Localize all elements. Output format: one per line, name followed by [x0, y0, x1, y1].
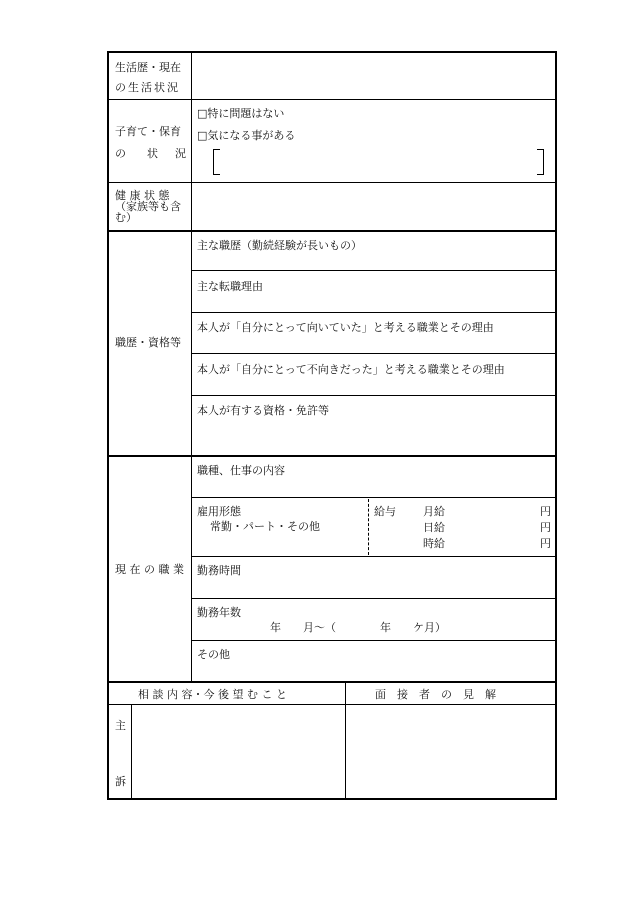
health-label-line1: 健 康 状 態 — [115, 189, 170, 202]
employment-type-options: 常勤・パート・その他 — [210, 520, 320, 533]
divider-current-end — [109, 681, 555, 683]
divider-career-end — [109, 455, 555, 457]
life-label-line1: 生活歴・現在 — [115, 61, 181, 74]
divider-current-1 — [191, 497, 555, 498]
health-label-line2: （家族等も含 — [115, 200, 181, 213]
divider-career-2 — [191, 312, 555, 313]
interviewer-header: 面 接 者 の 見 解 — [375, 688, 496, 701]
working-years-label: 勤務年数 — [197, 606, 241, 619]
monthly-salary-label: 月給 — [423, 505, 445, 518]
childcare-option-concern[interactable]: □気になる事がある — [197, 129, 296, 142]
career-main-history: 主な職歴（勤続経験が長いもの） — [197, 239, 362, 252]
childcare-option-no-problem[interactable]: □特に問題はない — [197, 107, 285, 120]
current-job-label: 現 在 の 職 業 — [115, 563, 184, 576]
salary-divider — [368, 499, 369, 555]
consultation-input-area[interactable] — [133, 706, 344, 797]
life-input-area[interactable] — [193, 54, 553, 98]
complaint-side-label-2: 訴 — [115, 775, 126, 788]
working-years-line: 年 月〜（ 年 ケ月） — [270, 621, 446, 634]
yen-unit-monthly: 円 — [540, 505, 551, 518]
consultation-header: 相 談 内 容・今 後 望 む こ と — [138, 688, 287, 701]
divider-health — [109, 230, 555, 232]
other-label: その他 — [197, 648, 230, 661]
divider-career-3 — [191, 353, 555, 354]
interviewer-input-area[interactable] — [347, 706, 554, 797]
hourly-salary-label: 時給 — [423, 537, 445, 550]
childcare-label-line1: 子育て・保育 — [115, 125, 181, 138]
career-suited-job: 本人が「自分にとって向いていた」と考える職業とその理由 — [197, 321, 494, 334]
employment-type-label: 雇用形態 — [197, 505, 241, 518]
divider-life — [109, 99, 555, 100]
working-hours-label: 勤務時間 — [197, 564, 241, 577]
career-change-reason: 主な転職理由 — [197, 280, 263, 293]
divider-current-2 — [191, 556, 555, 557]
childcare-label-line2b: 状 — [147, 147, 158, 160]
label-column-divider — [191, 53, 192, 683]
childcare-label-line2a: の — [115, 147, 126, 160]
yen-unit-hourly: 円 — [540, 537, 551, 550]
career-unsuited-job: 本人が「自分にとって不向きだった」と考える職業とその理由 — [197, 363, 505, 376]
divider-career-4 — [191, 395, 555, 396]
right-bracket — [537, 149, 544, 175]
divider-current-3 — [191, 598, 555, 599]
complaint-side-label-1: 主 — [115, 719, 126, 732]
bottom-center-divider — [345, 683, 346, 798]
current-job-content: 職種、仕事の内容 — [197, 464, 285, 477]
health-label-line3: む） — [115, 211, 137, 224]
childcare-label-line2c: 況 — [175, 147, 186, 160]
bottom-side-divider — [131, 705, 132, 798]
health-input-area[interactable] — [193, 184, 553, 229]
life-label-line2: の生活状況 — [115, 81, 180, 94]
left-bracket — [213, 149, 220, 175]
counseling-form — [107, 51, 557, 800]
career-label: 職歴・資格等 — [115, 336, 181, 349]
divider-career-1 — [191, 270, 555, 271]
divider-childcare — [109, 182, 555, 183]
salary-label: 給与 — [374, 505, 396, 518]
divider-bottom-header — [109, 704, 555, 705]
divider-current-4 — [191, 640, 555, 641]
daily-salary-label: 日給 — [423, 521, 445, 534]
career-qualifications: 本人が有する資格・免許等 — [197, 404, 329, 417]
yen-unit-daily: 円 — [540, 521, 551, 534]
